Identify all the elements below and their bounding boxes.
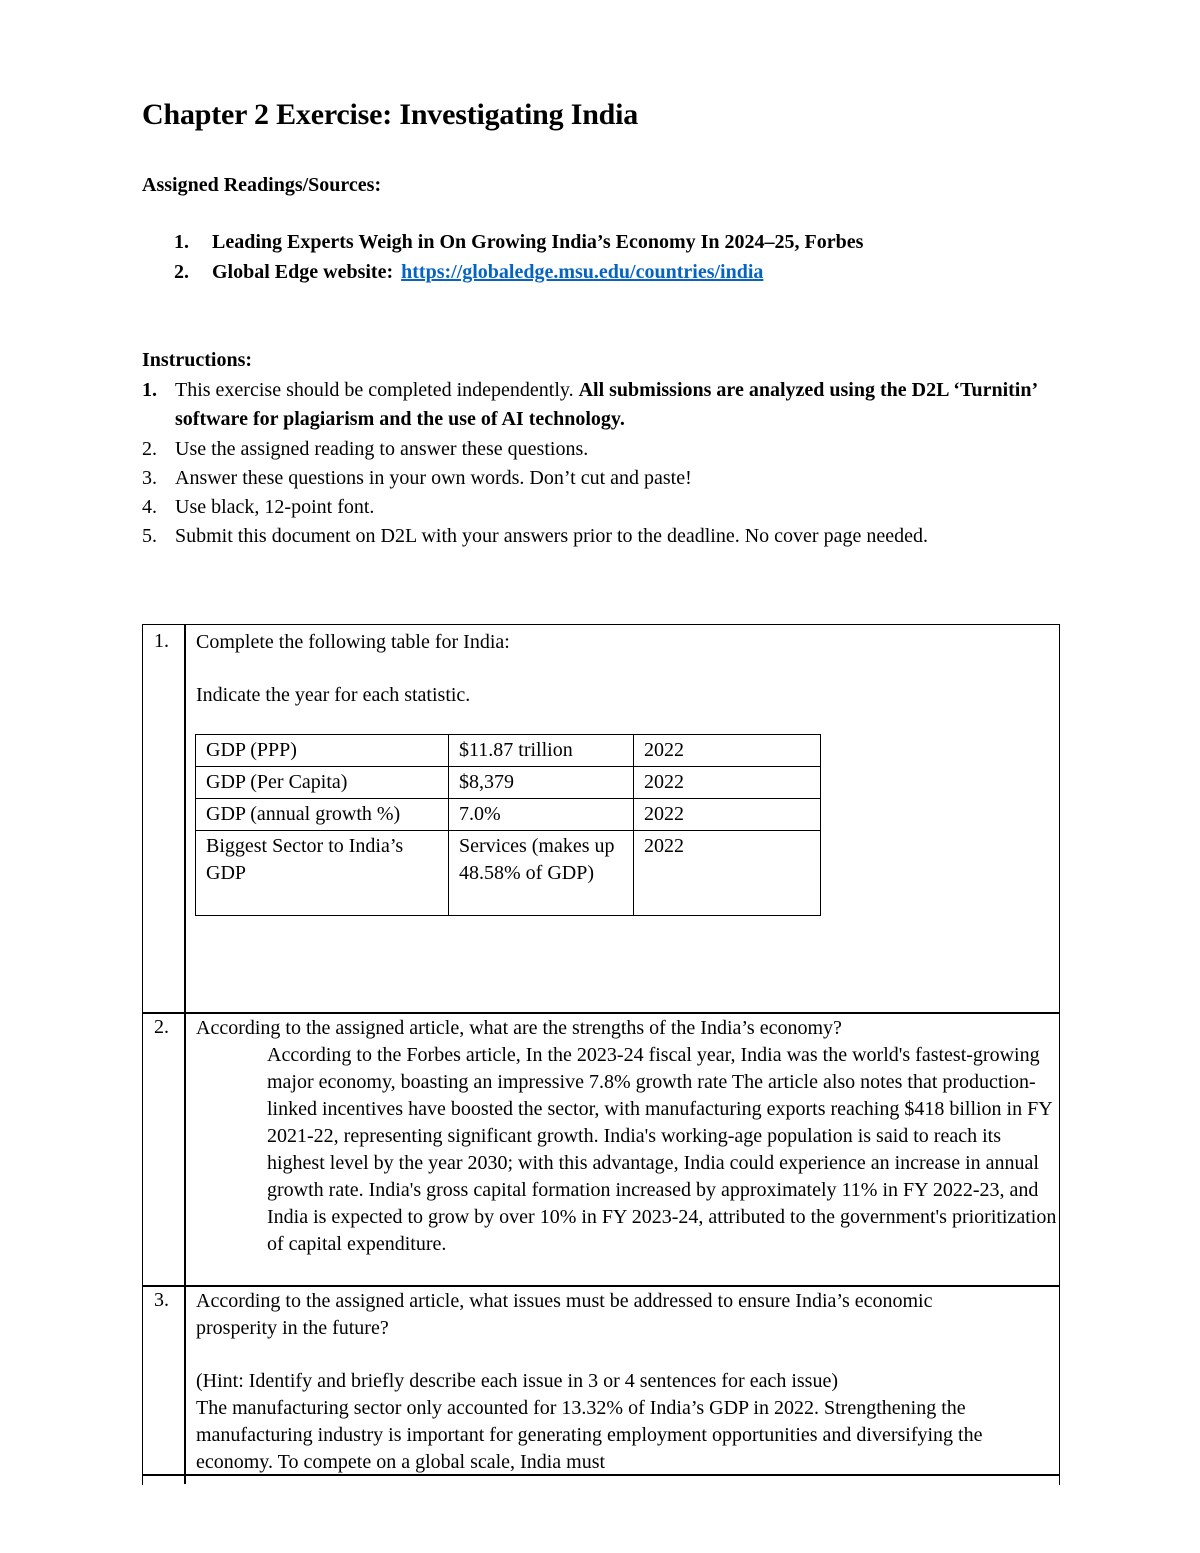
reading-text: Leading Experts Weigh in On Growing India’s Economy In 2024–25, Forbes [212,231,864,253]
table-row [196,831,821,916]
instruction-text: Answer these questions in your own words. Don’t cut and paste! [175,467,692,489]
table-cell: 2022 [634,831,821,916]
instruction-item-1 [142,376,1062,434]
readings-heading: Assigned Readings/Sources: [142,174,382,196]
row-divider [142,1285,1059,1287]
question-1-subprompt: Indicate the year for each statistic. [196,684,471,706]
reading-number: 1. [174,231,189,253]
column-divider [184,624,186,1484]
question-1-prompt: Complete the following table for India: [196,631,510,653]
table-cell: Biggest Sector to India’s GDP [196,831,449,916]
table-cell: Services (makes up 48.58% of GDP) [449,831,634,916]
instruction-item-3 [142,464,1062,493]
table-row [196,799,821,831]
row-divider [142,1012,1059,1014]
question-2-number: 2. [154,1016,169,1038]
instruction-text: Use the assigned reading to answer these questions. [175,438,589,460]
instruction-text: Submit this document on D2L with your answers prior to the deadline. No cover page needed. [175,525,928,547]
table-cell: GDP (PPP) [196,735,449,767]
instruction-item-2 [142,435,1062,464]
table-cell: GDP (Per Capita) [196,767,449,799]
instruction-number: 4. [142,496,157,518]
instruction-number: 1. [142,379,157,401]
instruction-item-5 [142,522,1012,551]
table-cell: $11.87 trillion [449,735,634,767]
question-3-answer: The manufacturing sector only accounted for 13.32% of India’s GDP in 2022. Strengthening the manufacturing industry is important for generating employment opportunities and diversifying the economy. To compete on a global scale, India must [196,1397,983,1473]
instruction-text: Use black, 12-point font. [175,496,375,518]
reading-item-1 [174,231,863,254]
table-cell: 2022 [634,767,821,799]
table-cell: 2022 [634,799,821,831]
question-3-prompt: According to the assigned article, what issues must be addressed to ensure India’s economic prosperity in the future? [196,1290,933,1339]
question-3-number: 3. [154,1289,169,1311]
question-3-hint: (Hint: Identify and briefly describe each issue in 3 or 4 sentences for each issue) [196,1370,838,1392]
instructions-heading: Instructions: [142,349,253,371]
reading-text: Global Edge website: [212,261,394,283]
question-2-prompt: According to the assigned article, what are the strengths of the India’s economy? [196,1017,842,1039]
india-statistics-table [195,734,821,916]
reading-item-2 [174,261,763,284]
question-2-answer: According to the Forbes article, In the 2023-24 fiscal year, India was the world's fastest-growing major economy, boasting an impressive 7.8% growth rate The article also notes that production-linked incentives have boosted the sector, with manufacturing exports reaching $418 billion in FY 2021-22, representing significant growth. India's working-age population is said to reach its highest level by the year 2030; with this advantage, India could experience an increase in annual growth rate. India's gross capital formation increased by approximately 11% in FY 2022-23, and India is expected to grow by over 10% in FY 2023-24, attributed to the government's prioritization of capital expenditure. [267,1044,1057,1255]
question-1-number: 1. [154,630,169,652]
table-row [196,767,821,799]
reading-number: 2. [174,261,189,283]
instruction-bold-text: All submissions are analyzed using the D2L ‘Turnitin’ software for plagiarism and the use of AI technology. [175,379,1037,430]
globaledge-link[interactable]: https://globaledge.msu.edu/countries/india [401,261,764,283]
instruction-item-4 [142,493,1062,522]
instruction-number: 5. [142,525,157,547]
page-title: Chapter 2 Exercise: Investigating India [142,98,639,131]
table-cell: 2022 [634,735,821,767]
instruction-text: This exercise should be completed independently. [175,379,574,401]
table-cell: $8,379 [449,767,634,799]
table-row [196,735,821,767]
instruction-number: 3. [142,467,157,489]
table-cell: GDP (annual growth %) [196,799,449,831]
instruction-number: 2. [142,438,157,460]
table-cell: 7.0% [449,799,634,831]
